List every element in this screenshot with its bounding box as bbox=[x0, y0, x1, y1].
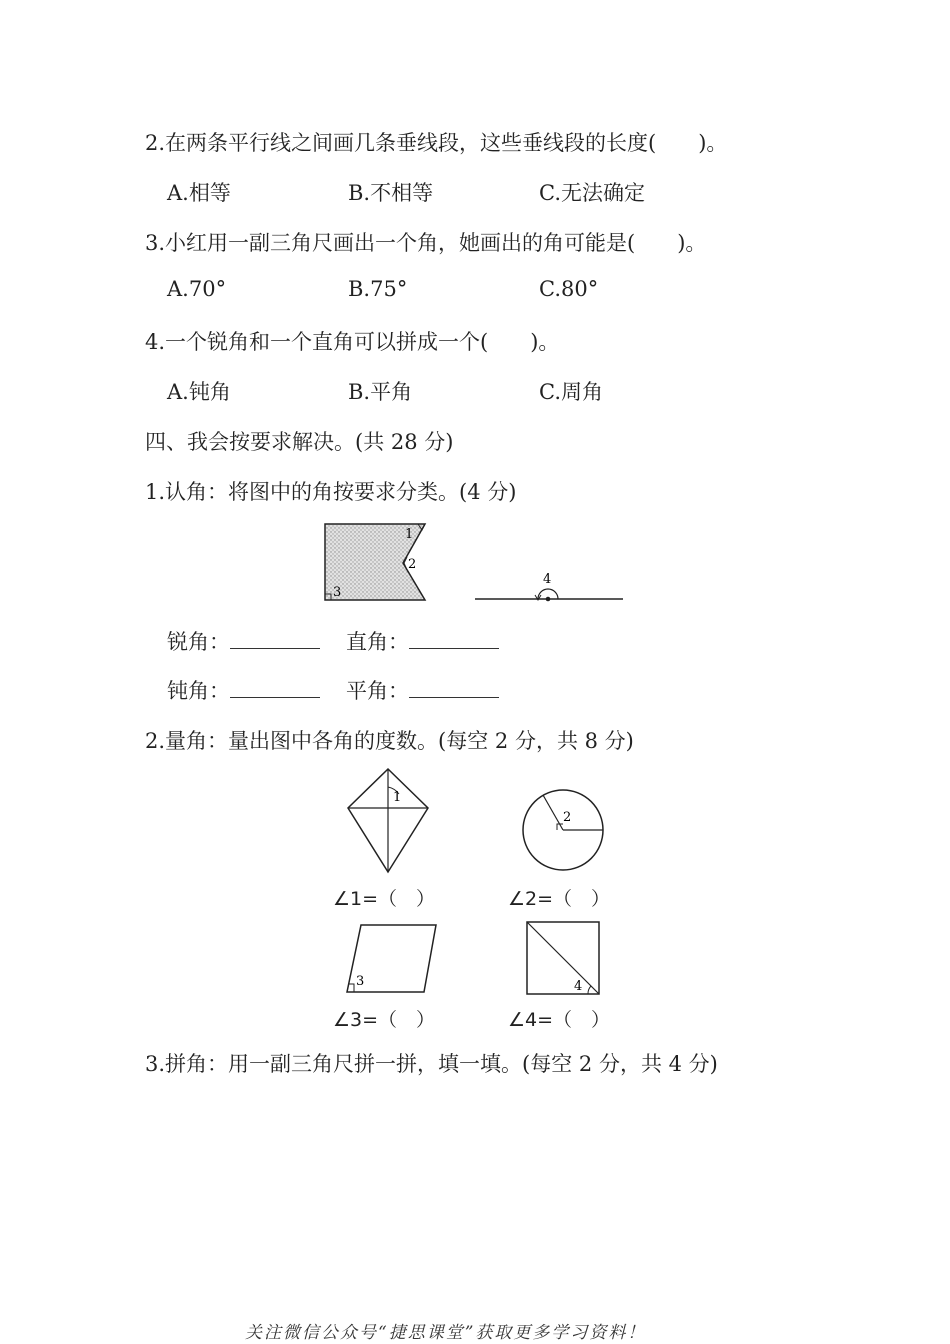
section-4-heading: 四、我会按要求解决。(共 28 分) bbox=[145, 430, 454, 454]
angle-classification-figure bbox=[310, 515, 640, 610]
obtuse-angle-label: 钝角： bbox=[167, 679, 230, 703]
acute-angle-label: 锐角： bbox=[167, 630, 230, 654]
right-angle-label: 直角： bbox=[346, 630, 409, 654]
option-a: A.70° bbox=[167, 277, 227, 301]
angle-1-answer[interactable]: ∠1=（ ） bbox=[333, 888, 436, 910]
question-4-2: 2.量角：量出图中各角的度数。(每空 2 分，共 8 分) bbox=[145, 729, 634, 753]
option-b: B.75° bbox=[348, 277, 408, 301]
straight-angle-field[interactable] bbox=[346, 675, 499, 705]
acute-angle-blank[interactable] bbox=[230, 630, 320, 649]
option-c: C.周角 bbox=[539, 380, 603, 404]
question-4-1: 1.认角：将图中的角按要求分类。(4 分) bbox=[145, 480, 517, 504]
kite-figure bbox=[348, 769, 428, 872]
figure-label: 1 bbox=[405, 527, 414, 542]
figure-label: 4 bbox=[574, 979, 583, 994]
angle-3-answer[interactable]: ∠3=（ ） bbox=[333, 1009, 436, 1031]
figure-label: 2 bbox=[563, 810, 572, 825]
right-angle-blank[interactable] bbox=[409, 630, 499, 649]
question-4-3: 3.拼角：用一副三角尺拼一拼，填一填。(每空 2 分，共 4 分) bbox=[145, 1052, 718, 1076]
straight-angle-label: 平角： bbox=[346, 679, 409, 703]
question-3-2: 2.在两条平行线之间画几条垂线段，这些垂线段的长度( )。 bbox=[145, 131, 728, 155]
option-c: C.无法确定 bbox=[539, 181, 645, 205]
figure-label: 3 bbox=[356, 974, 365, 989]
option-a: A.相等 bbox=[167, 181, 231, 205]
footer-note: 关注微信公众号“捷思课堂”获取更多学习资料！ bbox=[245, 1323, 647, 1343]
figure-label: 1 bbox=[393, 790, 402, 805]
option-a: A.钝角 bbox=[167, 380, 231, 404]
obtuse-angle-blank[interactable] bbox=[230, 679, 320, 698]
acute-angle-field[interactable] bbox=[167, 626, 320, 656]
square-figure bbox=[527, 922, 599, 994]
figure-label: 3 bbox=[333, 585, 342, 600]
option-c: C.80° bbox=[539, 277, 599, 301]
option-b: B.平角 bbox=[348, 380, 413, 404]
parallelogram-figure bbox=[347, 925, 436, 992]
angle-2-answer[interactable]: ∠2=（ ） bbox=[508, 888, 611, 910]
figure-label: 4 bbox=[543, 572, 552, 587]
angle-measure-figures bbox=[340, 765, 620, 1000]
obtuse-angle-field[interactable] bbox=[167, 675, 320, 705]
right-angle-field[interactable] bbox=[346, 626, 499, 656]
circle-figure bbox=[523, 790, 603, 870]
figure-label: 2 bbox=[408, 557, 417, 572]
question-3-4: 4.一个锐角和一个直角可以拼成一个( )。 bbox=[145, 330, 560, 354]
option-b: B.不相等 bbox=[348, 181, 434, 205]
angle-4-answer[interactable]: ∠4=（ ） bbox=[508, 1009, 611, 1031]
question-3-3: 3.小红用一副三角尺画出一个角，她画出的角可能是( )。 bbox=[145, 231, 707, 255]
straight-angle-blank[interactable] bbox=[409, 679, 499, 698]
